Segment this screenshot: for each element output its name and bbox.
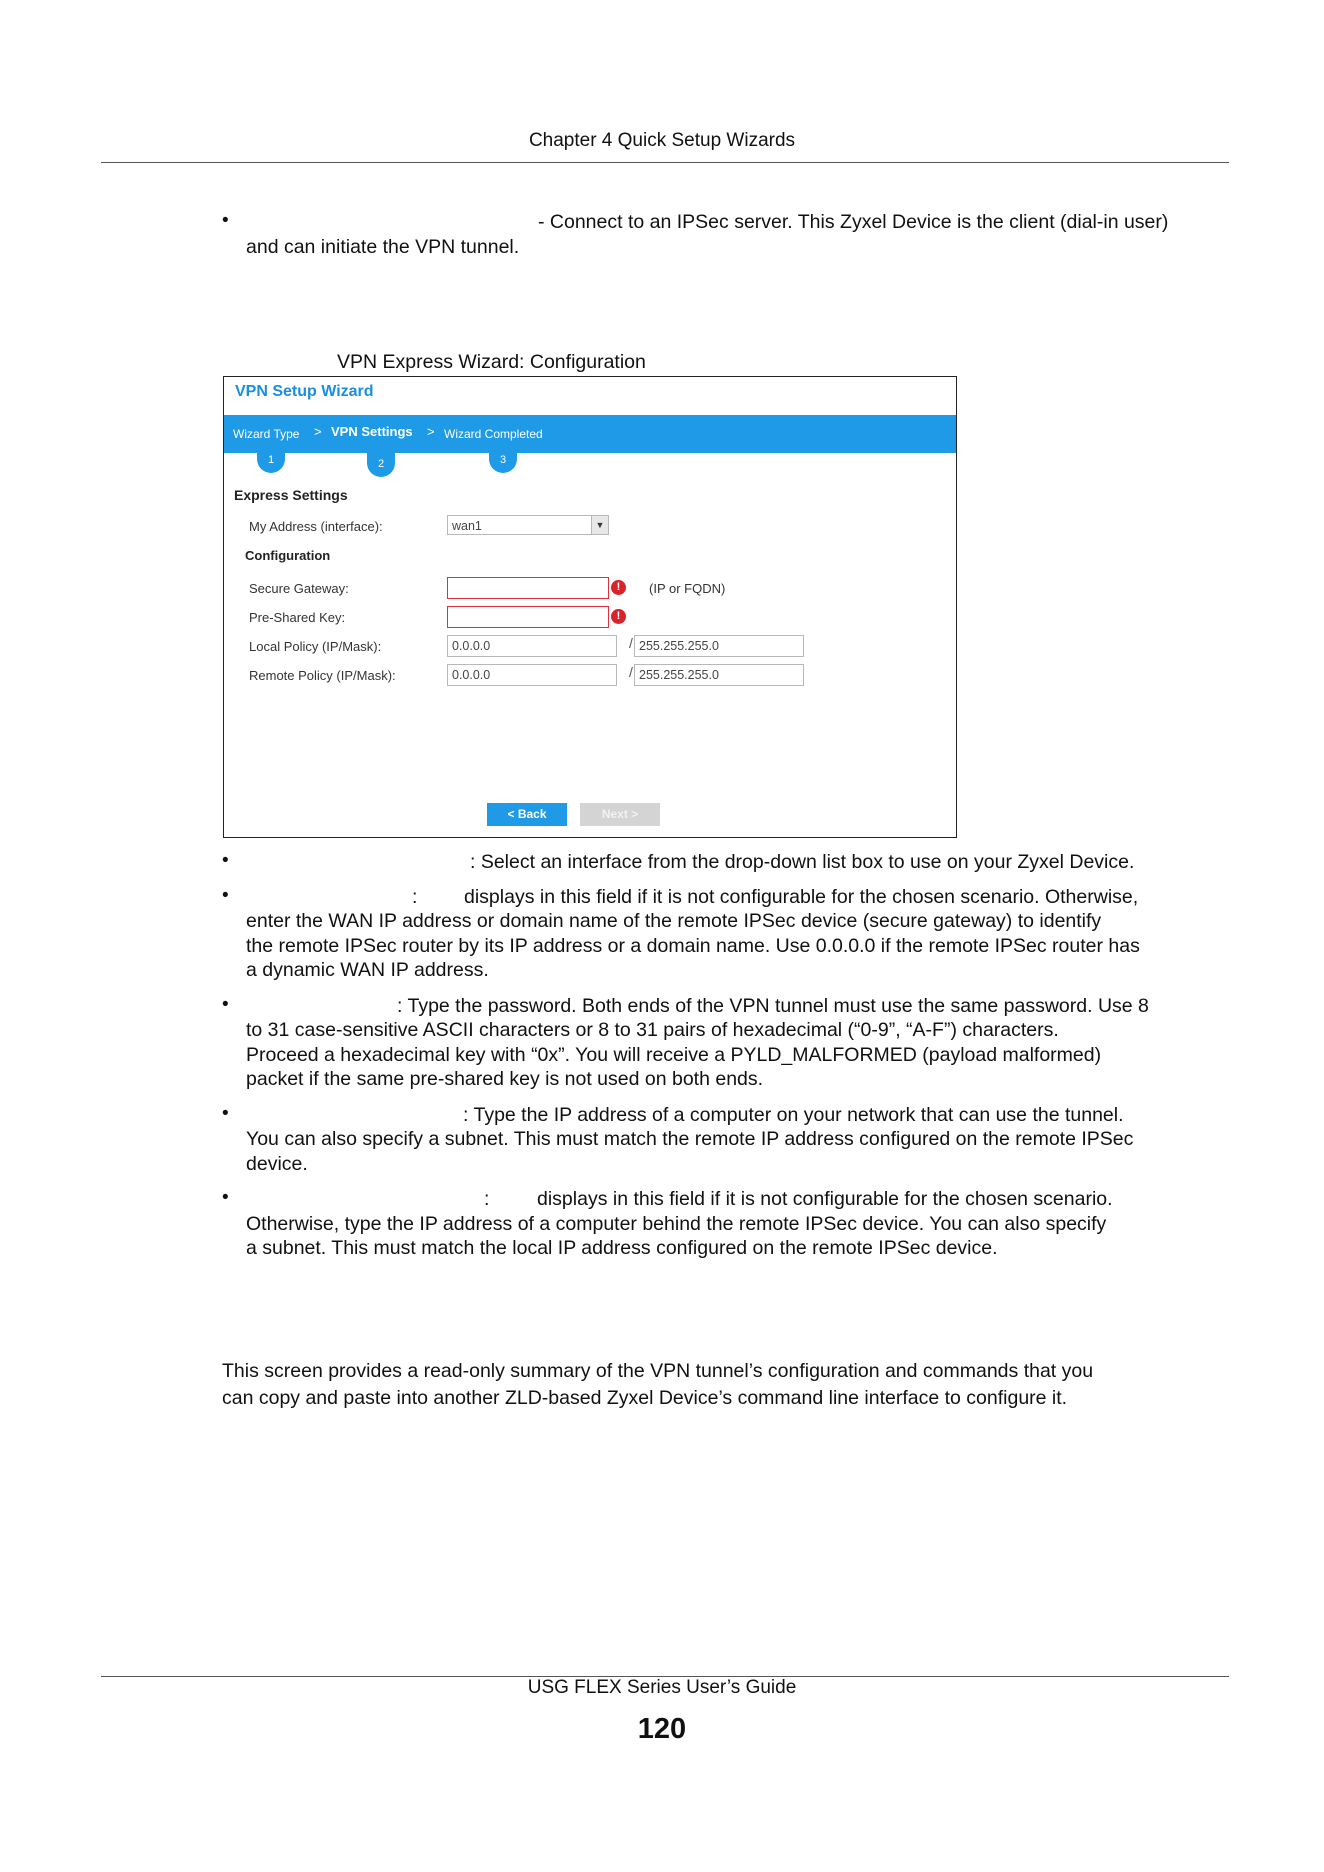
breadcrumb-vpn-settings[interactable]: VPN Settings: [331, 424, 413, 439]
top-bullet-line1: - Connect to an IPSec server. This Zyxel Device is the client (dial-in user): [538, 211, 1169, 233]
chevron-down-icon[interactable]: ▼: [591, 516, 608, 534]
local-ip-value: 0.0.0.0: [452, 639, 491, 653]
local-policy-ip-input[interactable]: [447, 635, 617, 657]
desc-secure-gateway-l4: a dynamic WAN IP address.: [246, 959, 489, 981]
bullet-marker: •: [222, 850, 229, 871]
desc-psk-l3: Proceed a hexadecimal key with “0x”. You will receive a PYLD_MALFORMED (payload malformed): [246, 1044, 1102, 1066]
step-2-indicator: 2: [367, 453, 395, 477]
slash-separator: /: [629, 664, 633, 680]
breadcrumb-wizard-completed[interactable]: Wizard Completed: [444, 427, 543, 441]
bullet-marker: •: [222, 1103, 229, 1124]
my-address-label: My Address (interface):: [249, 519, 383, 534]
step-3-indicator: 3: [489, 453, 517, 473]
desc-local-l3: device.: [246, 1153, 308, 1175]
desc-remote-l2: Otherwise, type the IP address of a computer behind the remote IPSec device. You can also specify: [246, 1213, 1107, 1235]
error-icon: !: [611, 580, 626, 595]
desc-secure-gateway-l3: the remote IPSec router by its IP address or a domain name. Use 0.0.0.0 if the remote IPSec router has: [246, 935, 1140, 957]
desc-psk-l1: : Type the password. Both ends of the VPN tunnel must use the same password. Use 8: [397, 995, 1149, 1017]
secure-gateway-label: Secure Gateway:: [249, 581, 349, 596]
wizard-progress-bar: [224, 415, 956, 453]
remote-mask-value: 255.255.255.0: [639, 668, 719, 682]
bullet-marker: •: [222, 210, 229, 231]
breadcrumb-wizard-type[interactable]: Wizard Type: [233, 427, 300, 441]
step-1-indicator: 1: [257, 453, 285, 473]
local-policy-mask-input[interactable]: [634, 635, 804, 657]
desc-my-address: : Select an interface from the drop-down list box to use on your Zyxel Device.: [470, 851, 1135, 873]
figure-caption: VPN Express Wizard: Configuration: [337, 351, 646, 373]
express-settings-heading: Express Settings: [234, 487, 348, 503]
local-mask-value: 255.255.255.0: [639, 639, 719, 653]
secure-gateway-input[interactable]: [447, 577, 609, 599]
configuration-heading: Configuration: [245, 548, 331, 563]
remote-policy-ip-input[interactable]: [447, 664, 617, 686]
slash-separator: /: [629, 635, 633, 651]
desc-psk-l4: packet if the same pre-shared key is not used on both ends.: [246, 1068, 764, 1090]
chevron-right-icon: >: [314, 424, 322, 439]
summary-para-line1: This screen provides a read-only summary of the VPN tunnel’s configuration and commands that you: [222, 1360, 1094, 1382]
secure-gateway-hint: (IP or FQDN): [649, 581, 726, 596]
error-icon: !: [611, 609, 626, 624]
desc-local-l2: You can also specify a subnet. This must match the remote IP address configured on the remote IPSec: [246, 1128, 1134, 1150]
local-policy-label: Local Policy (IP/Mask):: [249, 639, 382, 654]
my-address-value: wan1: [452, 519, 482, 533]
desc-remote-l1: displays in this field if it is not configurable for the chosen scenario.: [537, 1188, 1113, 1210]
desc-secure-gateway-colon: :: [412, 886, 418, 908]
summary-para-line2: can copy and paste into another ZLD-based Zyxel Device’s command line interface to configure it.: [222, 1387, 1068, 1409]
page-number: 120: [637, 1713, 687, 1745]
desc-secure-gateway-l1: displays in this field if it is not configurable for the chosen scenario. Otherwise,: [464, 886, 1139, 908]
header-rule: [101, 162, 1229, 163]
chevron-right-icon: >: [427, 424, 435, 439]
top-bullet-line2: and can initiate the VPN tunnel.: [246, 236, 520, 258]
wizard-title: VPN Setup Wizard: [235, 383, 374, 400]
vpn-setup-wizard-window: [223, 376, 957, 838]
remote-policy-mask-input[interactable]: [634, 664, 804, 686]
bullet-marker: •: [222, 885, 229, 906]
chapter-header: Chapter 4 Quick Setup Wizards: [528, 130, 796, 151]
desc-remote-colon: :: [484, 1188, 490, 1210]
bullet-marker: •: [222, 1187, 229, 1208]
pre-shared-key-input[interactable]: [447, 606, 609, 628]
desc-psk-l2: to 31 case-sensitive ASCII characters or 8 to 31 pairs of hexadecimal (“0-9”, “A-F”) characters.: [246, 1019, 1059, 1041]
pre-shared-key-label: Pre-Shared Key:: [249, 610, 346, 625]
desc-remote-l3: a subnet. This must match the local IP address configured on the remote IPSec device.: [246, 1237, 998, 1259]
guide-title: USG FLEX Series User’s Guide: [527, 1677, 797, 1698]
remote-policy-label: Remote Policy (IP/Mask):: [249, 668, 396, 683]
my-address-select[interactable]: [447, 515, 609, 535]
bullet-marker: •: [222, 994, 229, 1015]
remote-ip-value: 0.0.0.0: [452, 668, 491, 682]
next-button[interactable]: Next >: [580, 803, 660, 826]
back-button[interactable]: < Back: [487, 803, 567, 826]
desc-local-l1: : Type the IP address of a computer on your network that can use the tunnel.: [463, 1104, 1124, 1126]
desc-secure-gateway-l2: enter the WAN IP address or domain name of the remote IPSec device (secure gateway) to identify: [246, 910, 1102, 932]
